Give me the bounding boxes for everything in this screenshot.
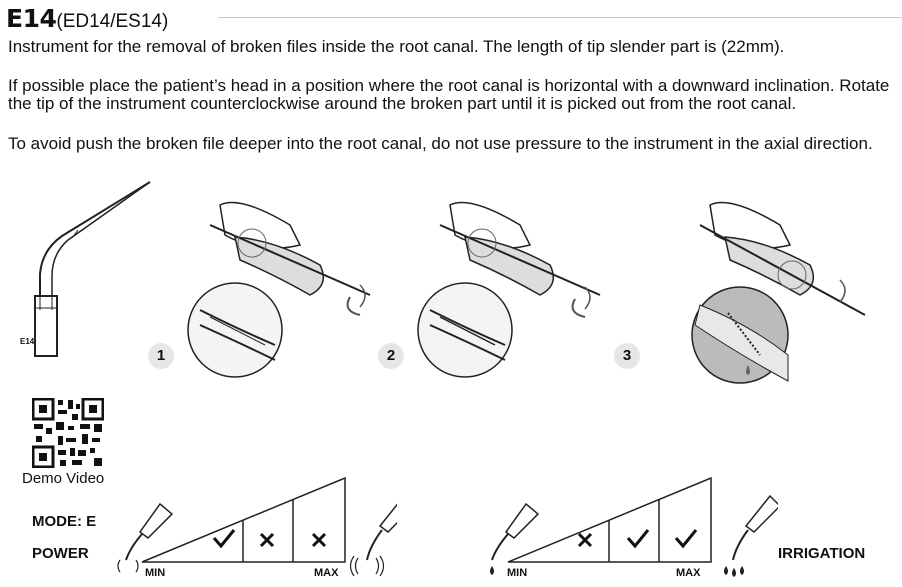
irrigation-mark-3-check-icon — [676, 530, 696, 546]
irrigation-label: IRRIGATION — [778, 545, 866, 562]
power-min-label: MIN — [145, 567, 166, 579]
irrigation-mark-2-check-icon — [628, 530, 648, 546]
description-paragraph-1: Instrument for the removal of broken files inside the root canal. The length of tip slender part is (22mm). — [8, 37, 785, 56]
product-title — [6, 4, 168, 33]
product-code: E14 — [6, 4, 57, 33]
step-1-illustration — [180, 185, 400, 395]
description-paragraph-3: To avoid push the broken file deeper into the root canal, do not use pressure to the instrument in the axial direction. — [8, 134, 873, 153]
tip-label: E14 — [20, 337, 35, 346]
power-mark-3-cross-icon — [313, 534, 325, 546]
qr-code-icon — [32, 398, 104, 468]
description-paragraph-2: If possible place the patient’s head in a position where the root canal is horizontal with a downward inclination. Rotate the tip of the instrument counterclockwise around the broken part until it is picked out from the root canal. — [8, 76, 890, 113]
step-3-illustration — [640, 185, 890, 395]
handpiece-max-icon — [351, 496, 398, 576]
irrigation-max-label: MAX — [676, 567, 701, 579]
power-mark-1-check-icon — [214, 530, 234, 546]
qr-caption: Demo Video — [22, 470, 105, 487]
power-mark-2-cross-icon — [261, 534, 273, 546]
step-number-3: 3 — [614, 343, 640, 369]
power-label: POWER — [32, 545, 89, 562]
irrigation-min-icon — [490, 504, 538, 575]
irrigation-max-icon — [724, 496, 778, 577]
step-number-1: 1 — [148, 343, 174, 369]
power-max-label: MAX — [314, 567, 339, 579]
step-number-2: 2 — [378, 343, 404, 369]
product-variants: (ED14/ES14) — [56, 11, 169, 32]
step-2-illustration — [410, 185, 620, 395]
tip-illustration — [18, 178, 158, 368]
title-divider — [218, 17, 902, 18]
irrigation-mark-1-cross-icon — [579, 534, 591, 546]
mode-label: MODE: E — [32, 513, 97, 530]
irrigation-min-label: MIN — [507, 567, 528, 579]
